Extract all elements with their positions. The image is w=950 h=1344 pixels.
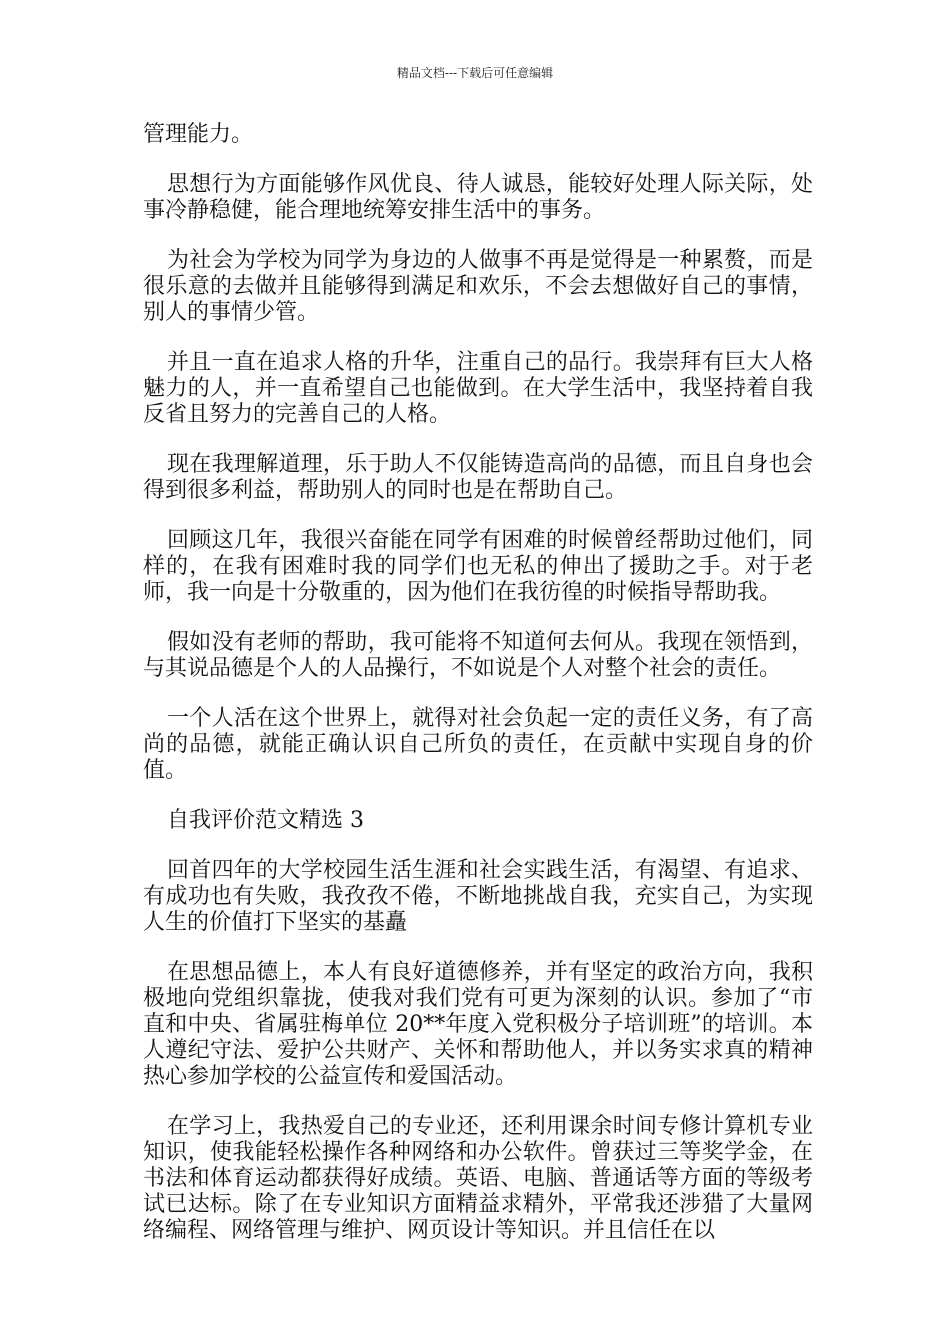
paragraph: 回首四年的大学校园生活生涯和社会实践生活，有渴望、有追求、有成功也有失败，我孜孜不倦，不断地挑战自我，充实自己，为实现人生的价值打下坚实的基矗 <box>143 858 813 935</box>
paragraph: 并且一直在追求人格的升华，注重自己的品行。我崇拜有巨大人格魅力的人，并一直希望自己也能做到。在大学生活中，我坚持着自我反省且努力的完善自己的人格。 <box>143 350 813 427</box>
paragraph: 一个人活在这个世界上，就得对社会负起一定的责任义务，有了高尚的品德，就能正确认识自己所负的责任，在贡献中实现自身的价值。 <box>143 706 813 783</box>
paragraph: 思想行为方面能够作风优良、待人诚恳，能较好处理人际关际，处事冷静稳健，能合理地统筹安排生活中的事务。 <box>143 172 813 223</box>
paragraph: 为社会为学校为同学为身边的人做事不再是觉得是一种累赘，而是很乐意的去做并且能够得到满足和欢乐，不会去想做好自己的事情，别人的事情少管。 <box>143 248 813 325</box>
paragraph-continuation: 管理能力。 <box>143 122 254 147</box>
paragraph: 在学习上，我热爱自己的专业还，还利用课余时间专修计算机专业知识，使我能轻松操作各种网络和办公软件。曾获过三等奖学金，在书法和体育运动都获得好成绩。英语、电脑、普通话等方面的等级考试已达标。除了在专业知识方面精益求精外，平常我还涉猎了大量网络编程、网络管理与维护、网页设计等知识。并且信任在以 <box>143 1114 813 1243</box>
page-header: 精品文档---下载后可任意编辑 <box>396 66 554 80</box>
paragraph: 回顾这几年，我很兴奋能在同学有困难的时候曾经帮助过他们，同样的，在我有困难时我的同学们也无私的伸出了援助之手。对于老师，我一向是十分敬重的，因为他们在我彷徨的时候指导帮助我。 <box>143 528 813 605</box>
document-body <box>143 122 813 1268</box>
section-heading: 自我评价范文精选 3 <box>167 808 364 833</box>
paragraph: 假如没有老师的帮助，我可能将不知道何去何从。我现在领悟到，与其说品德是个人的人品操行，不如说是个人对整个社会的责任。 <box>143 630 813 681</box>
paragraph: 在思想品德上，本人有良好道德修养，并有坚定的政治方向，我积极地向党组织靠拢，使我对我们党有可更为深刻的认识。参加了“市直和中央、省属驻梅单位 20**年度入党积极分子培训班”的培训。本人遵纪守法、爱护公共财产、关怀和帮助他人，并以务实求真的精神热心参加学校的公益宣传和爱国活动。 <box>143 960 813 1089</box>
paragraph: 现在我理解道理，乐于助人不仅能铸造高尚的品德，而且自身也会得到很多利益，帮助别人的同时也是在帮助自己。 <box>143 452 813 503</box>
